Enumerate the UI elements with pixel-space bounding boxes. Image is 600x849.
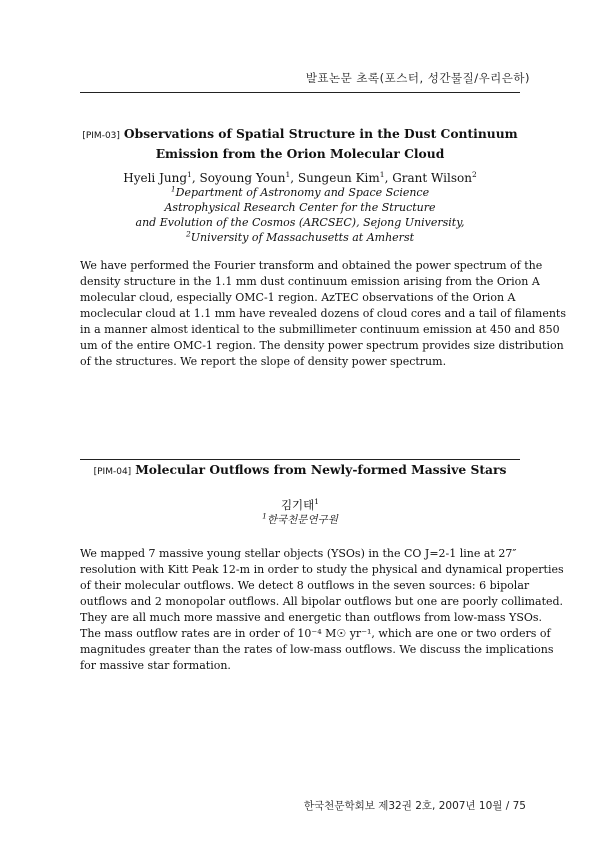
abstract1-title-line2: Emission from the Orion Molecular Cloud [155,146,445,161]
body-line: in a manner almost identical to the submillimeter continuum emission at 450 and 850 [80,323,560,336]
abstract2-code: [PIM-04] [93,467,132,477]
affiliation-sup: 1 [262,511,267,521]
abstract1-title [70,125,530,162]
abstract1-authors: Hyeli Jung$^1$, Soyoung Youn$^1$, Sungeun Kim$^1$, Grant Wilson$^2$ [123,170,477,185]
body-line: They are all much more massive and energetic than outflows from low-mass YSOs. [80,611,543,624]
body-line: The mass outflow rates are in order of 10⁻⁴ M☉ yr⁻¹, which are one or two orders of [80,627,551,640]
body-line: We mapped 7 massive young stellar objects (YSOs) in the CO J=2-1 line at 27″ [80,547,517,560]
body-line: outflows and 2 monopolar outflows. All bipolar outflows but one are poorly collimated. [80,595,564,608]
body-line: We have performed the Fourier transform and obtained the power spectrum of the [80,259,543,272]
author-name: Sungeun Kim [297,171,380,185]
body-line: for massive star formation. [80,659,231,672]
abstract2-body [80,546,564,674]
author-name: Hyeli Jung [123,171,188,185]
abstract2-author [80,497,520,513]
body-line: resolution with Kitt Peak 12-m in order to study the physical and dynamical properties [80,563,564,576]
body-line: of their molecular outflows. We detect 8 outflows in the seven sources: 6 bipolar [80,579,530,592]
body-line: magnitudes greater than the rates of low-mass outflows. We discuss the implications [80,643,554,656]
affiliation-line: $^1$Department of Astronomy and Space Science [170,184,430,199]
abstract1-title-line1: Observations of Spatial Structure in the Dust Continuum [123,126,518,141]
author-sup: 1 [285,170,291,179]
abstract1-affiliations [60,185,540,245]
author-sup: 1 [314,497,320,507]
page-footer: 한국천문학회보 제32권 2호, 2007년 10월 / 75 [303,800,526,812]
abstract2-title [80,462,520,477]
author-sup: 1 [187,170,192,179]
running-header: 발표논문 초록(포스터, 성간물질/우리은하) [305,71,530,85]
author-sup: 1 [379,170,385,179]
abstract1-code: [PIM-03] [82,131,120,141]
body-line: density structure in the 1.1 mm dust continuum emission arising from the Orion A [80,275,540,288]
abstract2-affiliation [80,512,520,527]
affiliation-line: $^2$University of Massachusetts at Amherst [185,229,415,244]
body-line: moclecular cloud at 1.1 mm have revealed dozens of cloud cores and a tail of filaments [80,307,566,320]
author-name: 김기태 [280,498,315,512]
abstract1-body [80,258,566,370]
affiliation-text: 한국천문연구원 [266,514,338,526]
body-line: of the structures. We report the slope of density power spectrum. [80,355,447,368]
affiliation-line: Astrophysical Research Center for the Structure [164,201,436,214]
affiliation-line: and Evolution of the Cosmos (ARCSEC), Sejong University, [135,216,465,229]
section-divider [80,459,520,460]
body-line: um of the entire OMC-1 region. The density power spectrum provides size distribution [80,339,564,352]
author-name: Soyoung Youn [199,171,286,185]
author-name: Grant Wilson [392,171,472,185]
body-line: molecular cloud, especially OMC-1 region. AzTEC observations of the Orion A [80,291,516,304]
author-sup: 2 [471,170,477,179]
abstract2-title-text: Molecular Outflows from Newly-formed Massive Stars [135,462,507,477]
header-rule [80,92,520,93]
